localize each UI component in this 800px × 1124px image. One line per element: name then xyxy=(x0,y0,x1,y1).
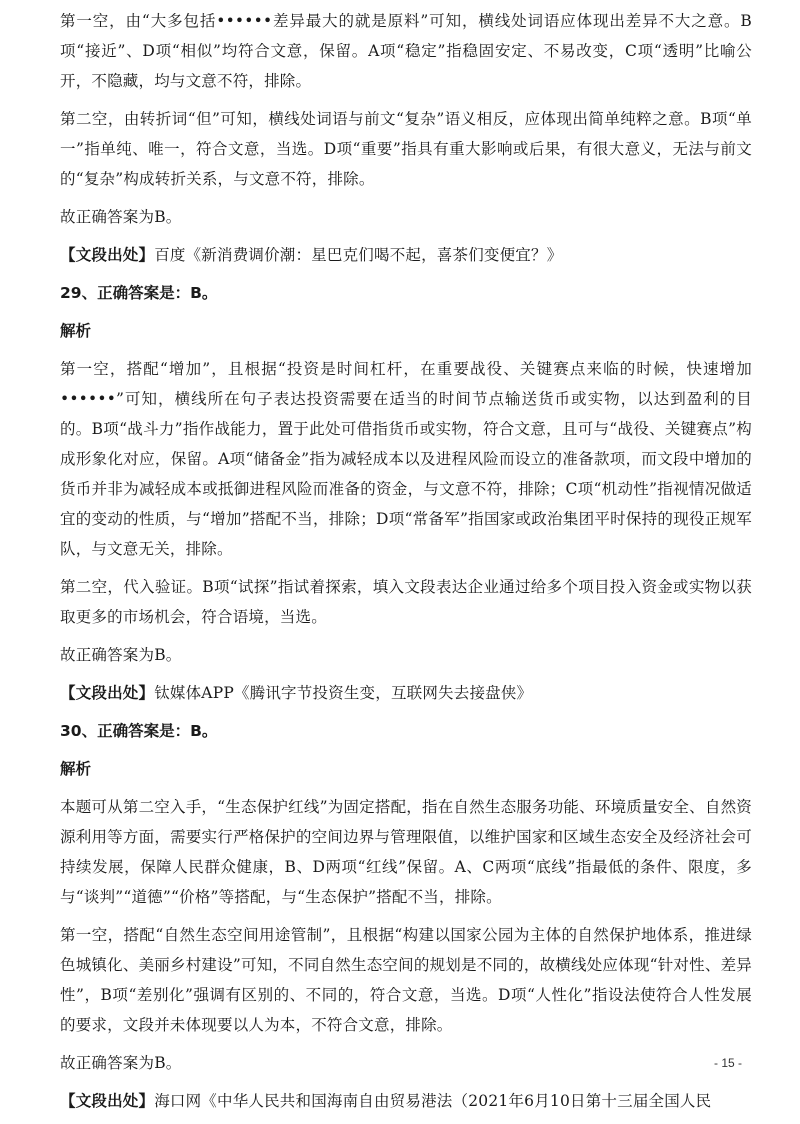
paragraph: 第一空，由“大多包括••••••差异最大的就是原料”可知，横线处词语应体现出差异不大之意。B项“接近”、D项“相似”均符合文意，保留。A项“稳定”指稳固安定、不易改变，C项“透明”比喻公开，不隐藏，均与文意不符，排除。 xyxy=(60,12,752,90)
source-citation xyxy=(60,678,752,708)
paragraph: 故正确答案为B。 xyxy=(60,646,182,664)
section-heading: 30、正确答案是：B。 xyxy=(60,722,218,740)
document-body xyxy=(60,6,752,1124)
source-text: 海口网《中华人民共和国海南自由贸易港法（2021年6月10日第十三届全国人民 xyxy=(154,1092,712,1110)
paragraph: 第二空，代入验证。B项“试探”指试着探索，填入文段表达企业通过给多个项目投入资金或实物以获取更多的市场机会，符合语境，当选。 xyxy=(60,578,752,626)
source-label: 【文段出处】 xyxy=(60,1092,155,1110)
page-number: - 15 - xyxy=(713,1056,742,1070)
section-heading: 29、正确答案是：B。 xyxy=(60,284,218,302)
paragraph: 本题可从第二空入手，“生态保护红线”为固定搭配，指在自然生态服务功能、环境质量安全、自然资源利用等方面，需要实行严格保护的空间边界与管理限值，以维护国家和区域生态安全及经济社会可持续发展，保障人民群众健康，B、D两项“红线”保留。A、C两项“底线”指最低的条件、限度，多与“谈判”“道德”“价格”等搭配，与“生态保护”搭配不当，排除。 xyxy=(60,798,752,906)
source-label: 【文段出处】 xyxy=(60,246,155,264)
source-citation xyxy=(60,240,752,270)
source-text: 钛媒体APP《腾讯字节投资生变，互联网失去接盘侠》 xyxy=(154,684,533,702)
source-label: 【文段出处】 xyxy=(60,684,155,702)
paragraph: 第二空，由转折词“但”可知，横线处词语与前文“复杂”语义相反，应体现出简单纯粹之意。B项“单一”指单纯、唯一，符合文意，当选。D项“重要”指具有重大影响或后果，有很大意义，无法与前文的“复杂”构成转折关系，与文意不符，排除。 xyxy=(60,110,752,188)
section-heading: 解析 xyxy=(60,760,92,778)
paragraph: 第一空，搭配“自然生态空间用途管制”，且根据“构建以国家公园为主体的自然保护地体系，推进绿色城镇化、美丽乡村建设”可知，不同自然生态空间的规划是不同的，故横线处应体现“针对性、差异性”，B项“差别化”强调有区别的、不同的，符合文意，当选。D项“人性化”指设法使符合人性发展的要求，文段并未体现要以人为本，不符合文意，排除。 xyxy=(60,926,752,1034)
source-text: 百度《新消费调价潮：星巴克们喝不起，喜茶们变便宜？》 xyxy=(154,246,563,264)
section-heading: 解析 xyxy=(60,322,92,340)
paragraph: 故正确答案为B。 xyxy=(60,1054,182,1072)
paragraph: 故正确答案为B。 xyxy=(60,208,182,226)
paragraph: 第一空，搭配“增加”，且根据“投资是时间杠杆，在重要战役、关键赛点来临的时候，快速增加••••••”可知，横线所在句子表达投资需要在适当的时间节点输送货币或实物，以达到盈利的目的。B项“战斗力”指作战能力，置于此处可借指货币或实物，符合文意，且可与“战役、关键赛点”构成形象化对应，保留。A项“储备金”指为减轻成本以及进程风险而设立的准备款项，而文段中增加的货币并非为减轻成本或抵御进程风险而准备的资金，与文意不符，排除；C项“机动性”指视情况做适宜的变动的性质，与“增加”搭配不当，排除；D项“常备军”指国家或政治集团平时保持的现役正规军队，与文意无关，排除。 xyxy=(60,360,752,558)
